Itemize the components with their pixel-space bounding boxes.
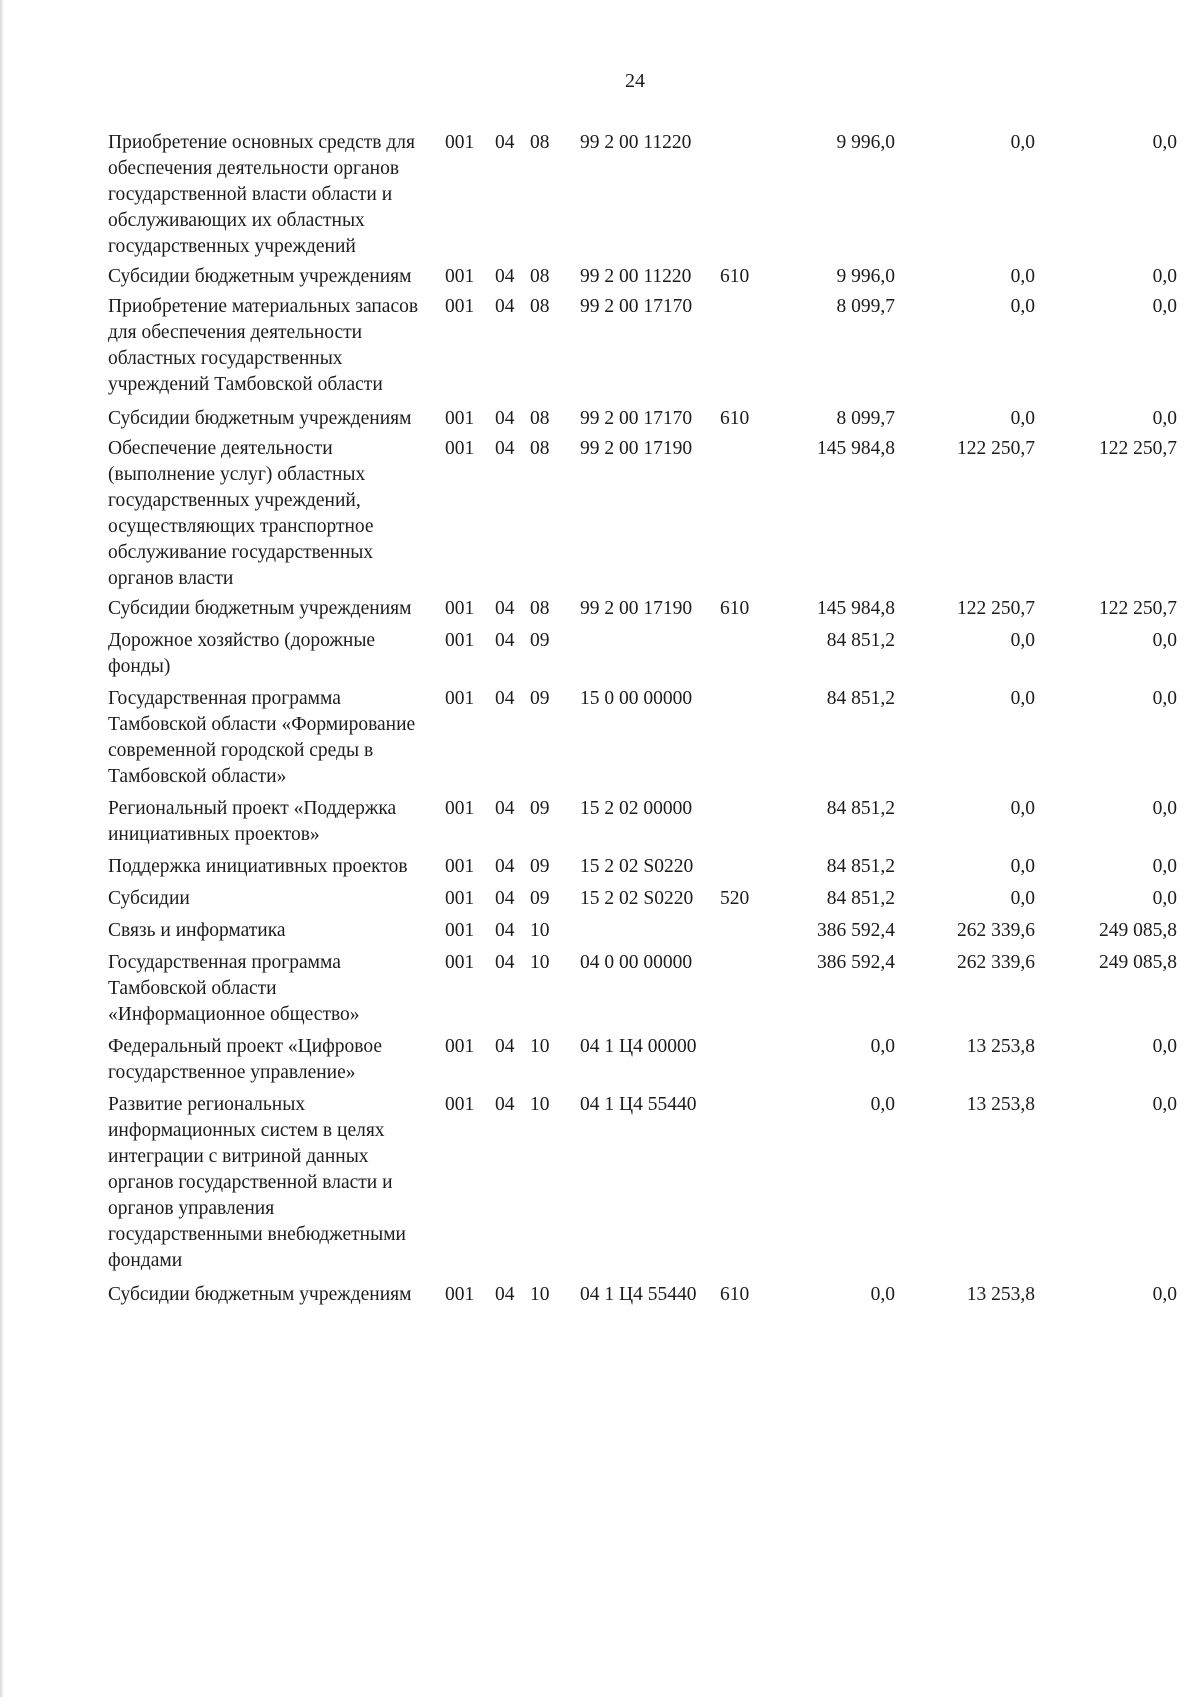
row-section: 04 bbox=[495, 438, 515, 459]
page-number: 24 bbox=[625, 70, 645, 92]
row-amount-3: 0,0 bbox=[1152, 296, 1177, 317]
table-row bbox=[0, 686, 1200, 790]
table-row bbox=[0, 436, 1200, 592]
row-subsection: 08 bbox=[530, 266, 550, 287]
row-name: Субсидии бюджетным учреждениям bbox=[108, 408, 412, 429]
row-amount-2: 0,0 bbox=[1010, 408, 1035, 429]
row-section: 04 bbox=[495, 1284, 515, 1305]
row-name: Развитие региональных информационных систем в целях интеграции с витриной данных органов государственной власти и органов управления государственными внебюджетными фондами bbox=[108, 1094, 406, 1271]
row-subsection: 10 bbox=[530, 1094, 550, 1115]
row-target-article: 15 2 02 S0220 bbox=[580, 856, 694, 877]
row-subsection: 10 bbox=[530, 952, 550, 973]
row-amount-1: 84 851,2 bbox=[826, 798, 895, 819]
table-row bbox=[0, 406, 1200, 432]
row-amount-3: 122 250,7 bbox=[1099, 438, 1177, 459]
row-expense-type: 610 bbox=[720, 1284, 750, 1305]
row-amount-2: 0,0 bbox=[1010, 688, 1035, 709]
row-grbs: 001 bbox=[445, 888, 475, 909]
row-grbs: 001 bbox=[445, 630, 475, 651]
row-grbs: 001 bbox=[445, 1036, 475, 1057]
row-amount-1: 84 851,2 bbox=[826, 888, 895, 909]
row-name: Субсидии бюджетным учреждениям bbox=[108, 1284, 412, 1305]
row-amount-3: 0,0 bbox=[1152, 266, 1177, 287]
row-expense-type: 610 bbox=[720, 266, 750, 287]
row-expense-type: 610 bbox=[720, 408, 750, 429]
row-amount-2: 0,0 bbox=[1010, 798, 1035, 819]
row-amount-2: 122 250,7 bbox=[957, 438, 1035, 459]
row-amount-3: 0,0 bbox=[1152, 688, 1177, 709]
row-section: 04 bbox=[495, 688, 515, 709]
budget-table bbox=[0, 130, 1200, 1308]
row-amount-2: 13 253,8 bbox=[966, 1036, 1035, 1057]
row-subsection: 08 bbox=[530, 408, 550, 429]
row-name: Связь и информатика bbox=[108, 920, 286, 941]
row-amount-1: 8 099,7 bbox=[836, 408, 895, 429]
row-grbs: 001 bbox=[445, 296, 475, 317]
row-section: 04 bbox=[495, 798, 515, 819]
row-amount-3: 0,0 bbox=[1152, 856, 1177, 877]
row-amount-2: 262 339,6 bbox=[957, 920, 1035, 941]
row-amount-1: 9 996,0 bbox=[836, 132, 895, 153]
table-row bbox=[0, 1034, 1200, 1086]
row-amount-1: 386 592,4 bbox=[817, 920, 895, 941]
row-subsection: 10 bbox=[530, 1284, 550, 1305]
row-amount-3: 0,0 bbox=[1152, 132, 1177, 153]
table-row bbox=[0, 918, 1200, 944]
row-target-article: 04 1 Ц4 55440 bbox=[580, 1094, 697, 1115]
row-target-article: 99 2 00 11220 bbox=[580, 266, 692, 287]
row-target-article: 15 2 02 00000 bbox=[580, 798, 693, 819]
row-section: 04 bbox=[495, 888, 515, 909]
row-grbs: 001 bbox=[445, 266, 475, 287]
row-subsection: 08 bbox=[530, 438, 550, 459]
row-amount-1: 386 592,4 bbox=[817, 952, 895, 973]
row-section: 04 bbox=[495, 132, 515, 153]
table-row bbox=[0, 130, 1200, 260]
row-section: 04 bbox=[495, 598, 515, 619]
row-amount-3: 0,0 bbox=[1152, 1284, 1177, 1305]
row-name: Субсидии бюджетным учреждениям bbox=[108, 266, 412, 287]
row-amount-2: 0,0 bbox=[1010, 266, 1035, 287]
row-grbs: 001 bbox=[445, 798, 475, 819]
row-amount-3: 249 085,8 bbox=[1099, 952, 1177, 973]
row-subsection: 08 bbox=[530, 132, 550, 153]
row-expense-type: 520 bbox=[720, 888, 750, 909]
row-subsection: 09 bbox=[530, 798, 550, 819]
row-grbs: 001 bbox=[445, 920, 475, 941]
row-amount-3: 122 250,7 bbox=[1099, 598, 1177, 619]
table-row bbox=[0, 950, 1200, 1028]
row-amount-2: 13 253,8 bbox=[966, 1284, 1035, 1305]
row-subsection: 10 bbox=[530, 1036, 550, 1057]
row-amount-3: 0,0 bbox=[1152, 630, 1177, 651]
row-amount-2: 0,0 bbox=[1010, 630, 1035, 651]
row-section: 04 bbox=[495, 408, 515, 429]
row-grbs: 001 bbox=[445, 856, 475, 877]
row-target-article: 99 2 00 17170 bbox=[580, 296, 693, 317]
row-amount-2: 13 253,8 bbox=[966, 1094, 1035, 1115]
row-section: 04 bbox=[495, 920, 515, 941]
row-amount-3: 0,0 bbox=[1152, 1036, 1177, 1057]
row-amount-3: 249 085,8 bbox=[1099, 920, 1177, 941]
row-target-article: 15 2 02 S0220 bbox=[580, 888, 694, 909]
row-target-article: 04 1 Ц4 00000 bbox=[580, 1036, 697, 1057]
row-grbs: 001 bbox=[445, 1094, 475, 1115]
row-target-article: 15 0 00 00000 bbox=[580, 688, 693, 709]
row-grbs: 001 bbox=[445, 438, 475, 459]
row-amount-1: 84 851,2 bbox=[826, 688, 895, 709]
row-amount-2: 0,0 bbox=[1010, 132, 1035, 153]
row-grbs: 001 bbox=[445, 952, 475, 973]
row-name: Обеспечение деятельности (выполнение услуг) областных государственных учреждений, осуществляющих транспортное обслуживание государственных органов власти bbox=[108, 438, 374, 589]
table-row bbox=[0, 854, 1200, 880]
row-subsection: 09 bbox=[530, 688, 550, 709]
row-subsection: 09 bbox=[530, 888, 550, 909]
row-subsection: 09 bbox=[530, 856, 550, 877]
row-name: Субсидии bbox=[108, 888, 190, 909]
row-name: Субсидии бюджетным учреждениям bbox=[108, 598, 412, 619]
row-section: 04 bbox=[495, 266, 515, 287]
row-subsection: 09 bbox=[530, 630, 550, 651]
row-amount-1: 0,0 bbox=[870, 1036, 895, 1057]
row-expense-type: 610 bbox=[720, 598, 750, 619]
row-target-article: 99 2 00 17170 bbox=[580, 408, 693, 429]
table-row bbox=[0, 264, 1200, 290]
row-amount-3: 0,0 bbox=[1152, 888, 1177, 909]
table-row bbox=[0, 628, 1200, 680]
table-row bbox=[0, 1092, 1200, 1274]
row-amount-2: 0,0 bbox=[1010, 888, 1035, 909]
table-row bbox=[0, 596, 1200, 622]
table-row bbox=[0, 294, 1200, 398]
row-target-article: 04 1 Ц4 55440 bbox=[580, 1284, 697, 1305]
row-amount-1: 84 851,2 bbox=[826, 856, 895, 877]
row-grbs: 001 bbox=[445, 598, 475, 619]
row-section: 04 bbox=[495, 1094, 515, 1115]
row-amount-1: 145 984,8 bbox=[817, 438, 895, 459]
row-amount-3: 0,0 bbox=[1152, 798, 1177, 819]
row-amount-1: 9 996,0 bbox=[836, 266, 895, 287]
row-grbs: 001 bbox=[445, 132, 475, 153]
row-amount-1: 84 851,2 bbox=[826, 630, 895, 651]
row-grbs: 001 bbox=[445, 688, 475, 709]
row-subsection: 08 bbox=[530, 296, 550, 317]
row-amount-1: 0,0 bbox=[870, 1284, 895, 1305]
row-target-article: 99 2 00 11220 bbox=[580, 132, 692, 153]
row-name: Государственная программа Тамбовской области «Формирование современной городской среды в Тамбовской области» bbox=[108, 688, 416, 787]
row-target-article: 99 2 00 17190 bbox=[580, 598, 693, 619]
table-row bbox=[0, 886, 1200, 912]
table-row bbox=[0, 1282, 1200, 1308]
row-amount-1: 0,0 bbox=[870, 1094, 895, 1115]
row-section: 04 bbox=[495, 296, 515, 317]
row-amount-3: 0,0 bbox=[1152, 1094, 1177, 1115]
row-name: Региональный проект «Поддержка инициативных проектов» bbox=[108, 798, 397, 845]
row-target-article: 04 0 00 00000 bbox=[580, 952, 693, 973]
row-grbs: 001 bbox=[445, 408, 475, 429]
row-amount-1: 145 984,8 bbox=[817, 598, 895, 619]
row-target-article: 99 2 00 17190 bbox=[580, 438, 693, 459]
row-subsection: 10 bbox=[530, 920, 550, 941]
row-name: Поддержка инициативных проектов bbox=[108, 856, 408, 877]
row-name: Федеральный проект «Цифровое государственное управление» bbox=[108, 1036, 382, 1083]
row-amount-2: 0,0 bbox=[1010, 856, 1035, 877]
row-section: 04 bbox=[495, 630, 515, 651]
row-amount-3: 0,0 bbox=[1152, 408, 1177, 429]
row-amount-2: 262 339,6 bbox=[957, 952, 1035, 973]
row-amount-1: 8 099,7 bbox=[836, 296, 895, 317]
row-amount-2: 0,0 bbox=[1010, 296, 1035, 317]
row-name: Приобретение основных средств для обеспечения деятельности органов государственной власти области и обслуживающих их областных государственных учреждений bbox=[108, 132, 415, 257]
table-row bbox=[0, 796, 1200, 848]
row-name: Приобретение материальных запасов для обеспечения деятельности областных государственных учреждений Тамбовской области bbox=[108, 296, 419, 395]
row-name: Государственная программа Тамбовской области «Информационное общество» bbox=[108, 952, 360, 1025]
row-subsection: 08 bbox=[530, 598, 550, 619]
row-section: 04 bbox=[495, 856, 515, 877]
row-section: 04 bbox=[495, 952, 515, 973]
row-name: Дорожное хозяйство (дорожные фонды) bbox=[108, 630, 376, 677]
row-section: 04 bbox=[495, 1036, 515, 1057]
row-amount-2: 122 250,7 bbox=[957, 598, 1035, 619]
row-grbs: 001 bbox=[445, 1284, 475, 1305]
